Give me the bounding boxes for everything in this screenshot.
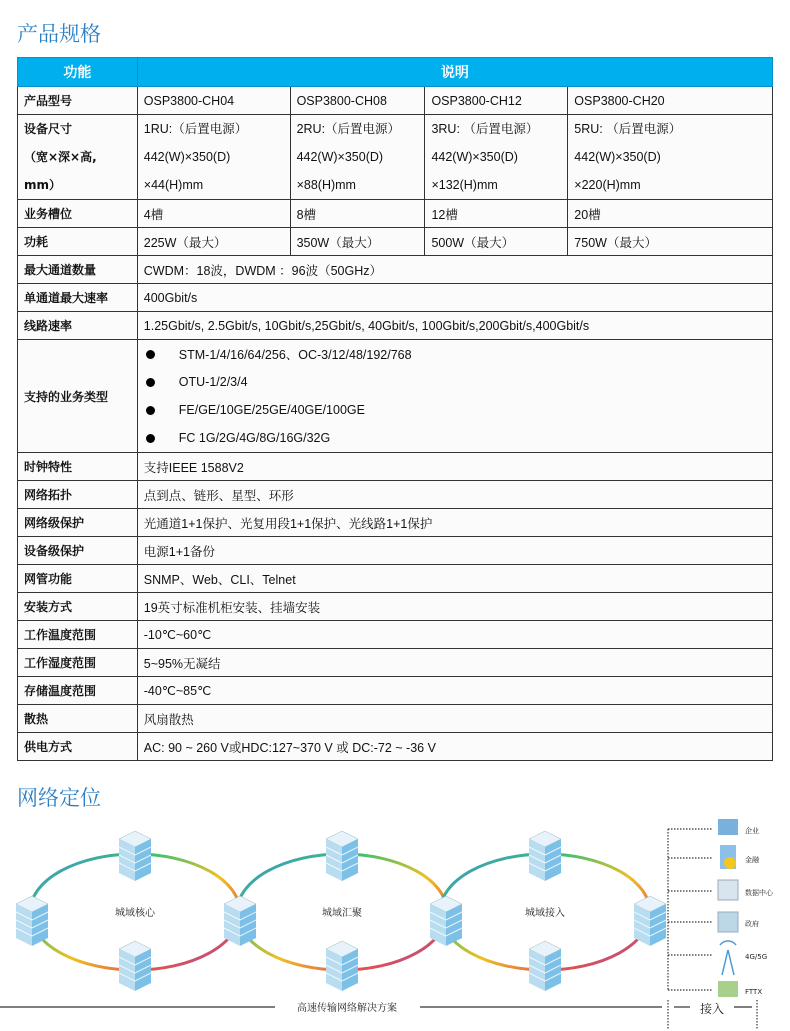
cell: OSP3800-CH20 [568, 87, 773, 115]
cell: 350W（最大） [290, 228, 425, 256]
line: 442(W)×350(D) [296, 150, 384, 164]
item-text: FE/GE/10GE/25GE/40GE/100GE [178, 403, 365, 417]
line: ×88(H)mm [296, 178, 356, 192]
cell: 4槽 [137, 200, 290, 228]
cell: 500W（最大） [425, 228, 568, 256]
access-label: FTTX [745, 988, 763, 996]
item-text: FC 1G/2G/4G/8G/16G/32G [178, 431, 331, 445]
access-section-label: 接入 [699, 1002, 725, 1016]
row-label: 产品型号 [18, 87, 138, 115]
cell: OSP3800-CH04 [137, 87, 290, 115]
row-label: 网管功能 [18, 565, 138, 593]
bullet-icon [146, 350, 155, 359]
access-label: 金融 [745, 856, 759, 864]
antenna-icon [720, 941, 736, 975]
line: 5RU: （后置电源） [574, 122, 682, 136]
cell: 12槽 [425, 200, 568, 228]
bullet-icon [146, 378, 155, 387]
row-label: 工作湿度范围 [18, 649, 138, 677]
table-row [18, 453, 773, 481]
row-label: 支持的业务类型 [18, 340, 138, 453]
cell: 225W（最大） [137, 228, 290, 256]
cell: 1.25Gbit/s, 2.5Gbit/s, 10Gbit/s,25Gbit/s, 40Gbit/s, 100Gbit/s,200Gbit/s,400Gbit/s [137, 312, 772, 340]
table-row [18, 649, 773, 677]
cell: 19英寸标准机柜安装、挂墙安装 [137, 593, 772, 621]
row-label: 安装方式 [18, 593, 138, 621]
government-icon [718, 912, 738, 932]
cell: 点到点、链形、星型、环形 [137, 481, 772, 509]
enterprise-icon [718, 819, 738, 835]
row-label: 工作温度范围 [18, 621, 138, 649]
row-label: 散热 [18, 705, 138, 733]
list-item [146, 368, 764, 396]
header-feature: 功能 [18, 58, 138, 87]
item-text: OTU-1/2/3/4 [178, 375, 248, 389]
table-row [18, 509, 773, 537]
network-section-title: 网络定位 [17, 786, 101, 810]
cell: 风扇散热 [137, 705, 772, 733]
table-row [18, 312, 773, 340]
cell: 电源1+1备份 [137, 537, 772, 565]
cell: SNMP、Web、CLI、Telnet [137, 565, 772, 593]
list-item [146, 424, 764, 452]
row-label [18, 115, 138, 200]
access-connectors [668, 829, 712, 990]
row-label: 存储温度范围 [18, 677, 138, 705]
bullet-icon [146, 406, 155, 415]
cell: 400Gbit/s [137, 284, 772, 312]
table-row [18, 677, 773, 705]
cell: 5~95%无凝结 [137, 649, 772, 677]
label-line: （宽×深×高, [24, 150, 97, 164]
fttx-icon [718, 981, 738, 997]
cell: 8槽 [290, 200, 425, 228]
line: ×220(H)mm [574, 178, 641, 192]
list-item [146, 340, 764, 368]
line: 442(W)×350(D) [143, 150, 231, 164]
cell [137, 340, 772, 453]
line: 2RU:（后置电源） [296, 122, 401, 136]
line: 442(W)×350(D) [431, 150, 518, 164]
cell [568, 115, 773, 200]
access-label: 企业 [745, 827, 759, 835]
row-label: 供电方式 [18, 733, 138, 761]
item-text: STM-1/4/16/64/256、OC-3/12/48/192/768 [178, 348, 412, 362]
access-label: 数据中心 [745, 889, 773, 897]
list-item [146, 396, 764, 424]
row-label: 最大通道数量 [18, 256, 138, 284]
line: 1RU:（后置电源） [143, 122, 248, 136]
table-header [18, 58, 773, 87]
row-label: 业务槽位 [18, 200, 138, 228]
line: ×44(H)mm [143, 178, 204, 192]
cell: -10℃~60℃ [137, 621, 772, 649]
access-label: 4G/5G [745, 953, 768, 961]
label-line: mm） [24, 178, 62, 192]
ring-label: 城域核心 [115, 908, 155, 919]
line: 442(W)×350(D) [574, 150, 661, 164]
table-row [18, 481, 773, 509]
spec-section-title: 产品规格 [17, 22, 101, 46]
row-label: 功耗 [18, 228, 138, 256]
cell: CWDM：18波，DWDM ：96波（50GHz） [137, 256, 772, 284]
cell: -40℃~85℃ [137, 677, 772, 705]
table-row [18, 256, 773, 284]
row-label: 网络拓扑 [18, 481, 138, 509]
cell [425, 115, 568, 200]
cell [290, 115, 425, 200]
cell: OSP3800-CH12 [425, 87, 568, 115]
table-row [18, 284, 773, 312]
row-label: 网络级保护 [18, 509, 138, 537]
table-row [18, 705, 773, 733]
spec-table [17, 57, 773, 761]
row-label: 单通道最大速率 [18, 284, 138, 312]
table-row [18, 565, 773, 593]
label-line: 设备尺寸 [24, 122, 73, 136]
ring-label: 城域接入 [525, 908, 565, 919]
cell: 支持IEEE 1588V2 [137, 453, 772, 481]
table-row [18, 733, 773, 761]
cell: 750W（最大） [568, 228, 773, 256]
row-label: 时钟特性 [18, 453, 138, 481]
line: ×132(H)mm [431, 178, 498, 192]
cell: 光通道1+1保护、光复用段1+1保护、光线路1+1保护 [137, 509, 772, 537]
solution-label: 高速传输网络解决方案 [297, 1003, 397, 1014]
row-label: 设备级保护 [18, 537, 138, 565]
ring-label: 城域汇聚 [322, 908, 362, 919]
network-diagram [0, 815, 790, 1031]
cell: OSP3800-CH08 [290, 87, 425, 115]
header-description: 说明 [137, 58, 772, 87]
cell: 20槽 [568, 200, 773, 228]
table-row [18, 340, 773, 453]
datacenter-icon [718, 880, 738, 900]
row-label: 线路速率 [18, 312, 138, 340]
access-label: 政府 [745, 920, 759, 928]
table-row [18, 593, 773, 621]
table-row [18, 200, 773, 228]
table-row [18, 115, 773, 200]
cell: AC: 90 ~ 260 V或HDC:127~370 V 或 DC:-72 ~ -36 V [137, 733, 772, 761]
table-row [18, 228, 773, 256]
bullet-icon [146, 434, 155, 443]
table-row [18, 537, 773, 565]
cell [137, 115, 290, 200]
line: 3RU: （后置电源） [431, 122, 539, 136]
table-row [18, 621, 773, 649]
table-row [18, 87, 773, 115]
access-icons [718, 819, 738, 997]
